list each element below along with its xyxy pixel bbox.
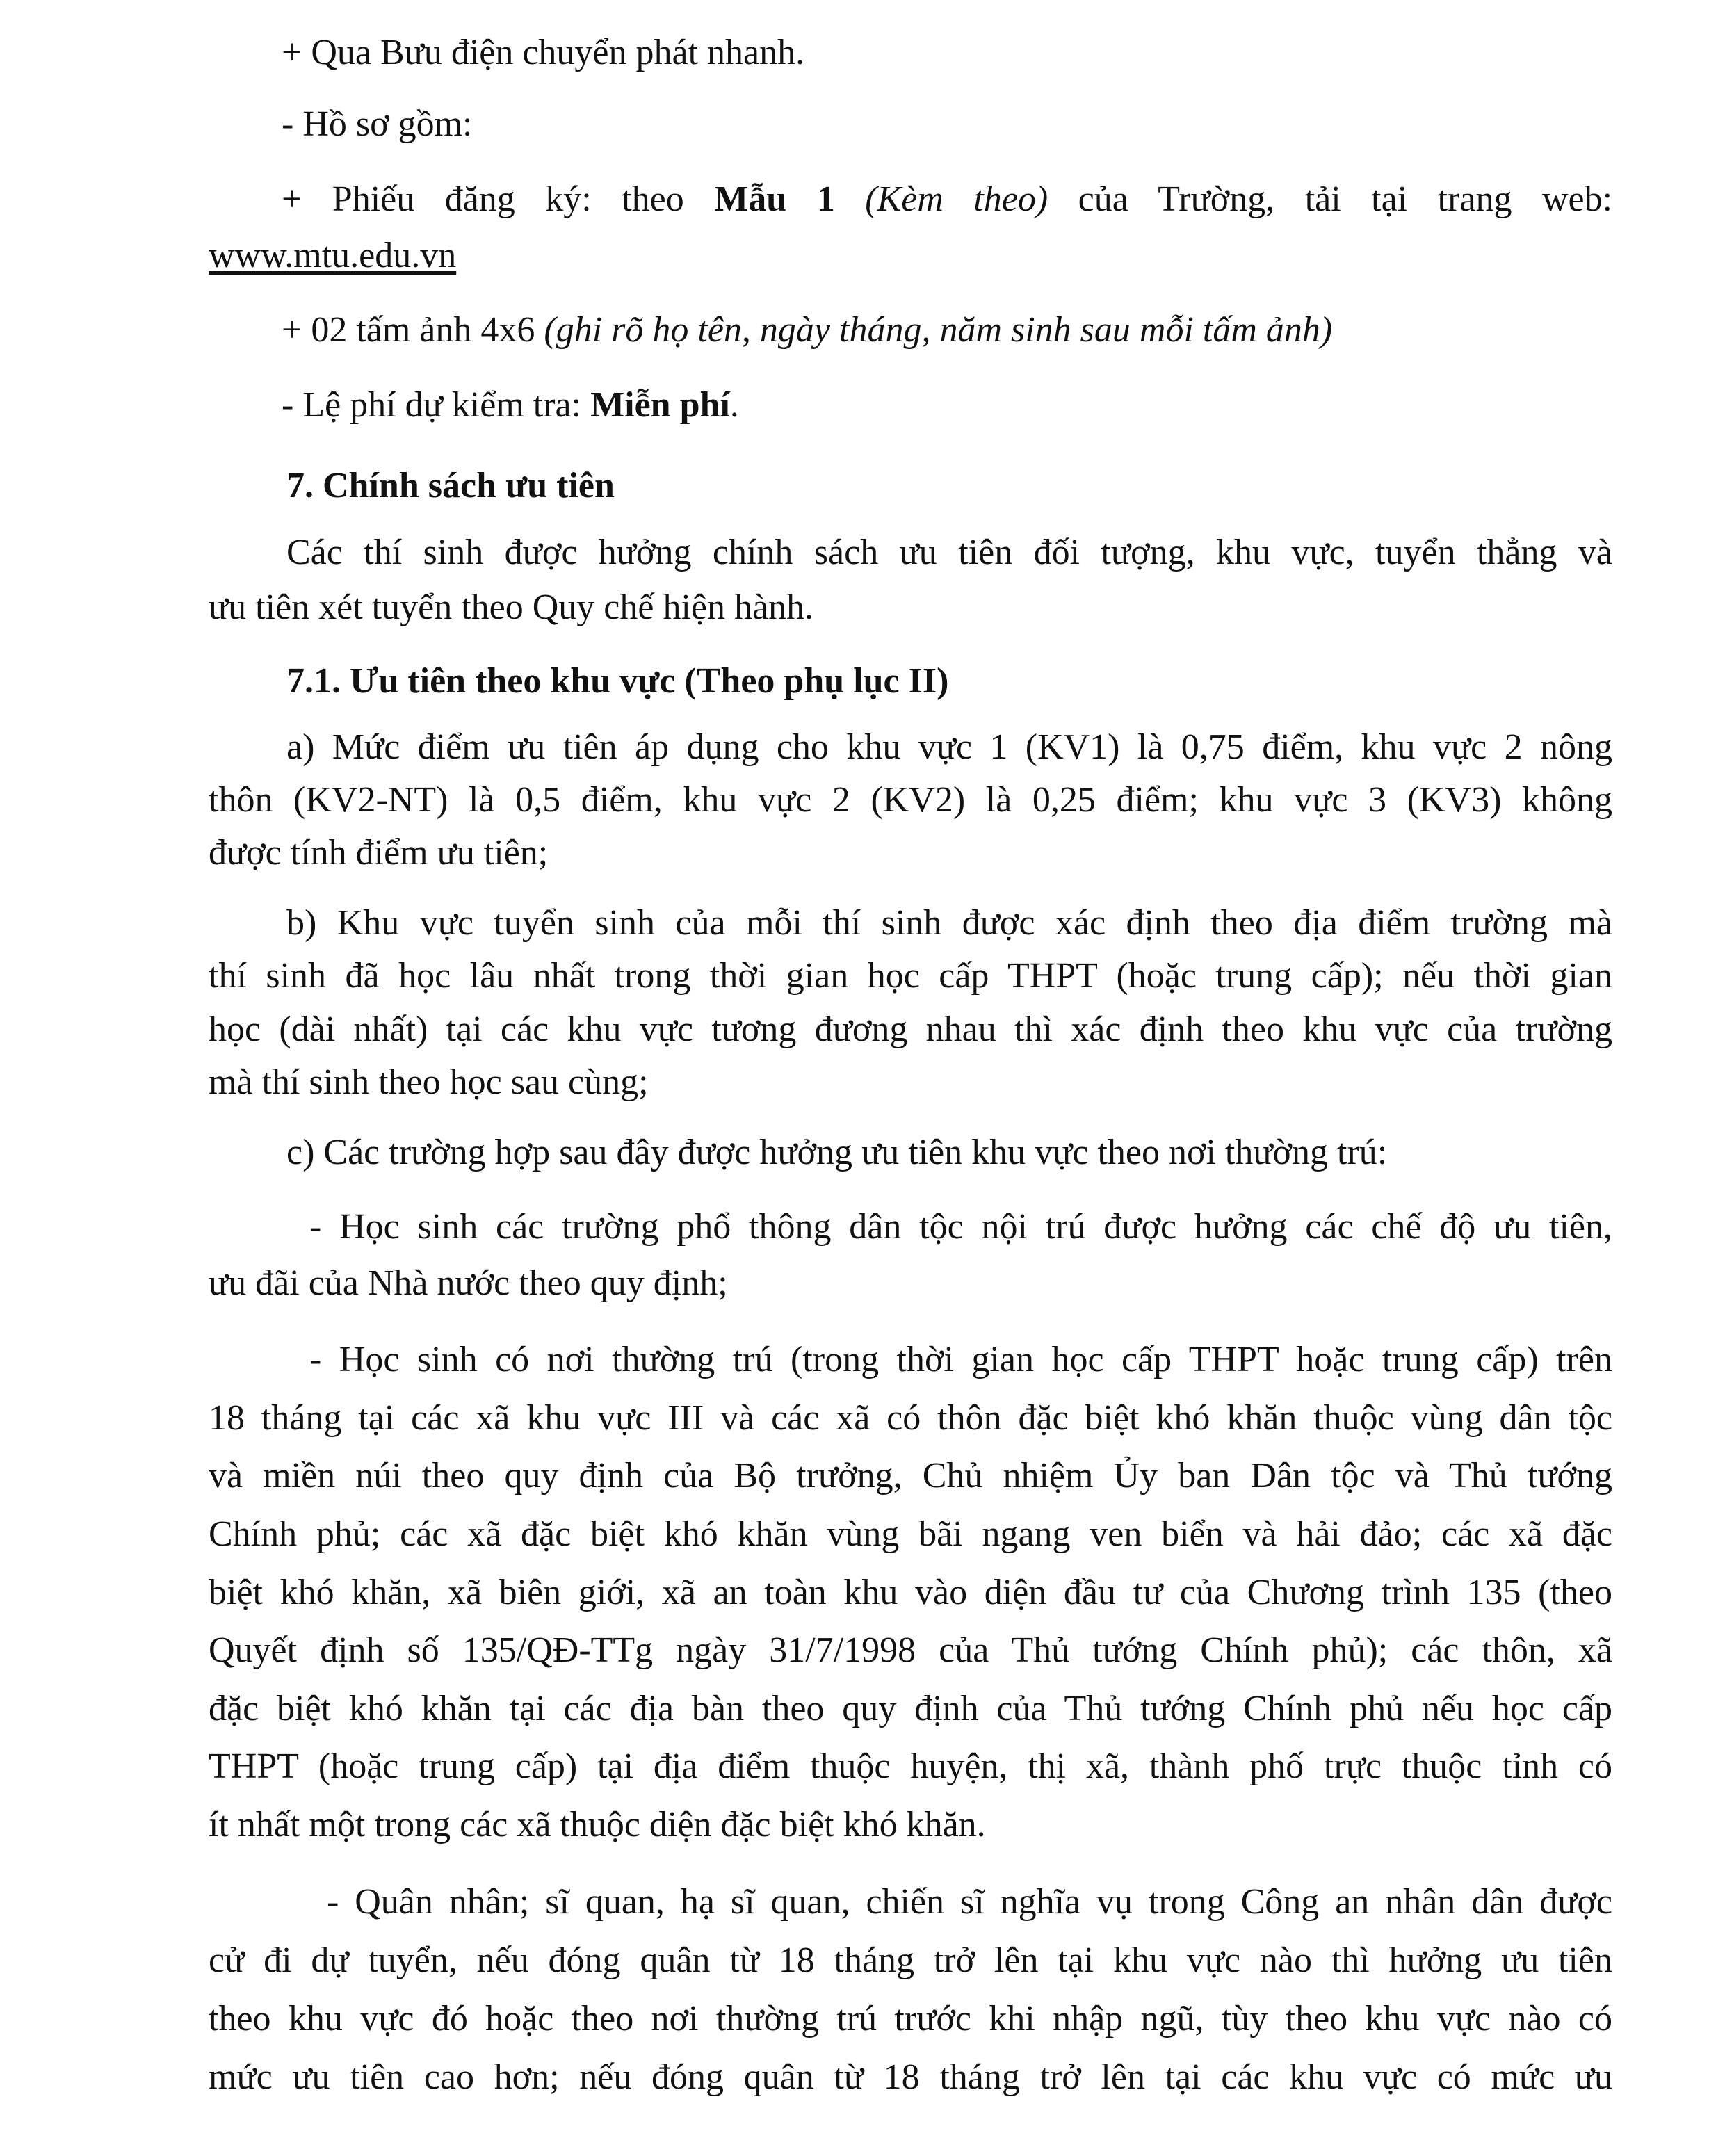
paragraph-line xyxy=(209,229,1612,282)
paragraph-line: - Học sinh các trường phổ thông dân tộc nội trú được hưởng các chế độ ưu tiên, xyxy=(309,1207,1612,1247)
paragraph-line: Các thí sinh được hưởng chính sách ưu tiên đối tượng, khu vực, tuyển thẳng và xyxy=(286,533,1612,572)
paragraph-line xyxy=(282,173,1612,226)
text-run: của Trường, tải tại trang web: xyxy=(1048,179,1613,219)
text-run: + 02 tấm ảnh 4x6 xyxy=(282,310,544,350)
paragraph-line: học (dài nhất) tại các khu vực tương đương nhau thì xác định theo khu vực của trường xyxy=(209,1010,1612,1049)
text-run: + Phiếu đăng ký: theo xyxy=(282,179,715,219)
paragraph-line xyxy=(282,379,1612,432)
paragraph-line: c) Các trường hợp sau đây được hưởng ưu tiên khu vực theo nơi thường trú: xyxy=(286,1133,1388,1172)
paragraph-line: thôn (KV2-NT) là 0,5 điểm, khu vực 2 (KV2) là 0,25 điểm; khu vực 3 (KV3) không xyxy=(209,780,1612,820)
paragraph-line: - Hồ sơ gồm: xyxy=(282,104,473,144)
paragraph-line: ưu đãi của Nhà nước theo quy định; xyxy=(209,1263,728,1303)
paragraph-line: cử đi dự tuyển, nếu đóng quân từ 18 tháng trở lên tại khu vực nào thì hưởng ưu tiên xyxy=(209,1940,1612,1980)
paragraph-line: Quyết định số 135/QĐ-TTg ngày 31/7/1998 của Thủ tướng Chính phủ); các thôn, xã xyxy=(209,1630,1612,1670)
paragraph-line: biệt khó khăn, xã biên giới, xã an toàn khu vào diện đầu tư của Chương trình 135 (theo xyxy=(209,1573,1612,1612)
attachment-note-italic: (Kèm theo) xyxy=(865,179,1048,219)
website-link[interactable]: www.mtu.edu.vn xyxy=(209,236,457,275)
paragraph-line: ưu tiên xét tuyển theo Quy chế hiện hành. xyxy=(209,587,814,627)
paragraph-line: theo khu vực đó hoặc theo nơi thường trú trước khi nhập ngũ, tùy theo khu vực nào có xyxy=(209,1999,1612,2039)
paragraph-line: + Qua Bưu điện chuyển phát nhanh. xyxy=(282,33,805,72)
paragraph-line: thí sinh đã học lâu nhất trong thời gian học cấp THPT (hoặc trung cấp); nếu thời gian xyxy=(209,956,1612,996)
paragraph-line: a) Mức điểm ưu tiên áp dụng cho khu vực 1 (KV1) là 0,75 điểm, khu vực 2 nông xyxy=(286,727,1612,767)
photo-note-italic: (ghi rõ họ tên, ngày tháng, năm sinh sau mỗi tấm ảnh) xyxy=(544,310,1333,350)
subsection-heading: 7.1. Ưu tiên theo khu vực (Theo phụ lục II) xyxy=(286,661,949,701)
paragraph-line: ít nhất một trong các xã thuộc diện đặc biệt khó khăn. xyxy=(209,1805,986,1845)
paragraph-line: đặc biệt khó khăn tại các địa bàn theo quy định của Thủ tướng Chính phủ nếu học cấp xyxy=(209,1689,1612,1728)
paragraph-line: được tính điểm ưu tiên; xyxy=(209,833,549,873)
paragraph-line: 18 tháng tại các xã khu vực III và các xã có thôn đặc biệt khó khăn thuộc vùng dân tộc xyxy=(209,1398,1612,1438)
paragraph-line: mức ưu tiên cao hơn; nếu đóng quân từ 18 tháng trở lên tại các khu vực có mức ưu xyxy=(209,2057,1612,2097)
text-run xyxy=(835,179,865,219)
paragraph-line: mà thí sinh theo học sau cùng; xyxy=(209,1062,649,1102)
text-run: - Lệ phí dự kiểm tra: xyxy=(282,385,591,425)
paragraph-line xyxy=(282,304,1612,357)
fee-value-bold: Miễn phí xyxy=(590,385,730,425)
paragraph-line: và miền núi theo quy định của Bộ trưởng, Chủ nhiệm Ủy ban Dân tộc và Thủ tướng xyxy=(209,1456,1612,1496)
paragraph-line: - Quân nhân; sĩ quan, hạ sĩ quan, chiến sĩ nghĩa vụ trong Công an nhân dân được xyxy=(327,1882,1612,1922)
paragraph-line: Chính phủ; các xã đặc biệt khó khăn vùng bãi ngang ven biển và hải đảo; các xã đặc xyxy=(209,1514,1612,1554)
paragraph-line: - Học sinh có nơi thường trú (trong thời gian học cấp THPT hoặc trung cấp) trên xyxy=(309,1340,1612,1379)
paragraph-line: THPT (hoặc trung cấp) tại địa điểm thuộc huyện, thị xã, thành phố trực thuộc tỉnh có xyxy=(209,1746,1612,1786)
section-heading: 7. Chính sách ưu tiên xyxy=(286,466,615,505)
paragraph-line: b) Khu vực tuyển sinh của mỗi thí sinh được xác định theo địa điểm trường mà xyxy=(286,903,1612,943)
text-run: . xyxy=(729,385,739,425)
form-name-bold: Mẫu 1 xyxy=(714,179,835,219)
